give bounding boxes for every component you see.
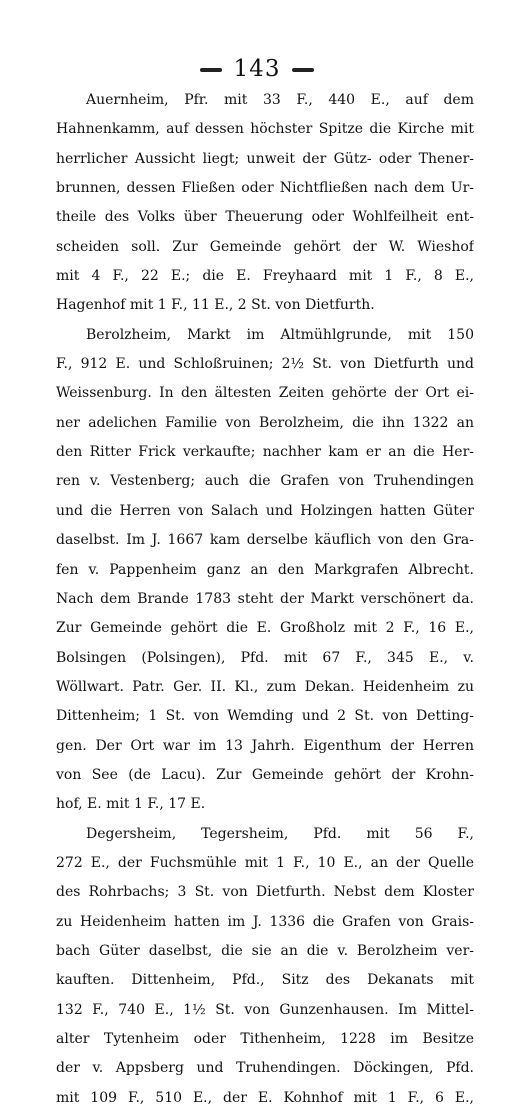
text-line: bach Güter daselbst, die sie an die v. Berolzheim ver- bbox=[56, 942, 474, 959]
text-line: ren v. Vestenberg; auch die Grafen von Truhendingen bbox=[56, 473, 474, 490]
text-line: gen. Der Ort war im 13 Jahrh. Eigenthum der Herren bbox=[56, 737, 474, 754]
page-header bbox=[0, 56, 514, 82]
text-line: alter Tytenheim oder Tithenheim, 1228 im Besitze bbox=[56, 1031, 474, 1047]
text-line: Zur Gemeinde gehört die E. Großholz mit 2 F., 16 E., bbox=[56, 620, 474, 637]
left-dash-ornament bbox=[200, 68, 222, 72]
text-line: 132 F., 740 E., 1½ St. von Gunzenhausen. Im Mittel- bbox=[56, 1001, 474, 1018]
right-dash-ornament bbox=[292, 68, 314, 72]
text-line: scheiden soll. Zur Gemeinde gehört der W. Wieshof bbox=[56, 238, 474, 255]
text-line: theile des Volks über Theuerung oder Wohlfeilheit ent- bbox=[56, 209, 474, 226]
text-line: kauften. Dittenheim, Pfd., Sitz des Dekanats mit bbox=[56, 972, 474, 989]
text-line: Hahnenkamm, auf dessen höchster Spitze die Kirche mit bbox=[56, 121, 474, 138]
text-line: hof, E. mit 1 F., 17 E. bbox=[56, 796, 206, 813]
text-line: Dittenheim; 1 St. von Wemding und 2 St. von Detting- bbox=[56, 708, 474, 725]
text-line: den Ritter Frick verkaufte; nachher kam er an die Her- bbox=[56, 444, 474, 461]
text-line: Hagenhof mit 1 F., 11 E., 2 St. von Dietfurth. bbox=[56, 297, 375, 314]
page-body bbox=[56, 86, 474, 1113]
text-line: herrlicher Aussicht liegt; unweit der Gütz- oder Thener- bbox=[56, 150, 474, 167]
text-line: Degersheim, Tegersheim, Pfd. mit 56 F., bbox=[86, 825, 474, 842]
text-line: daselbst. Im J. 1667 kam derselbe käuflich von den Gra- bbox=[56, 532, 474, 549]
page-number: 143 bbox=[233, 56, 281, 82]
text-line: mit 4 F., 22 E.; die E. Freyhaard mit 1 F., 8 E., bbox=[56, 268, 474, 285]
text-line: Berolzheim, Markt im Altmühlgrunde, mit 150 bbox=[86, 326, 474, 343]
text-line: Wöllwart. Patr. Ger. II. Kl., zum Dekan. Heidenheim zu bbox=[56, 678, 474, 695]
text-line: von See (de Lacu). Zur Gemeinde gehört der Krohn- bbox=[56, 766, 474, 783]
text-line: 272 E., der Fuchsmühle mit 1 F., 10 E., an der Quelle bbox=[56, 854, 474, 871]
text-line: Bolsingen (Polsingen), Pfd. mit 67 F., 345 E., v. bbox=[56, 649, 474, 666]
text-line: zu Heidenheim hatten im J. 1336 die Grafen von Grais- bbox=[56, 913, 474, 930]
text-line: ner adelichen Familie von Berolzheim, die ihn 1322 an bbox=[56, 414, 474, 431]
text-line: F., 912 E. und Schloßruinen; 2½ St. von Dietfurth und bbox=[56, 356, 474, 373]
text-line: mit 109 F., 510 E., der E. Kohnhof mit 1 F., 6 E., bbox=[56, 1089, 474, 1106]
text-line: der v. Appsberg und Truhendingen. Döckingen, Pfd. bbox=[56, 1060, 474, 1077]
text-line: Weissenburg. In den ältesten Zeiten gehörte der Ort ei- bbox=[56, 385, 474, 402]
text-line: fen v. Pappenheim ganz an den Markgrafen Albrecht. bbox=[56, 561, 474, 578]
text-line: brunnen, dessen Fließen oder Nichtfließen nach dem Ur- bbox=[56, 180, 474, 197]
text-line: Auernheim, Pfr. mit 33 F., 440 E., auf dem bbox=[86, 92, 474, 108]
text-line: und die Herren von Salach und Holzingen hatten Güter bbox=[56, 502, 474, 519]
text-line: Nach dem Brande 1783 steht der Markt verschönert da. bbox=[56, 590, 474, 607]
text-line: des Rohrbachs; 3 St. von Dietfurth. Nebst dem Kloster bbox=[56, 884, 474, 901]
